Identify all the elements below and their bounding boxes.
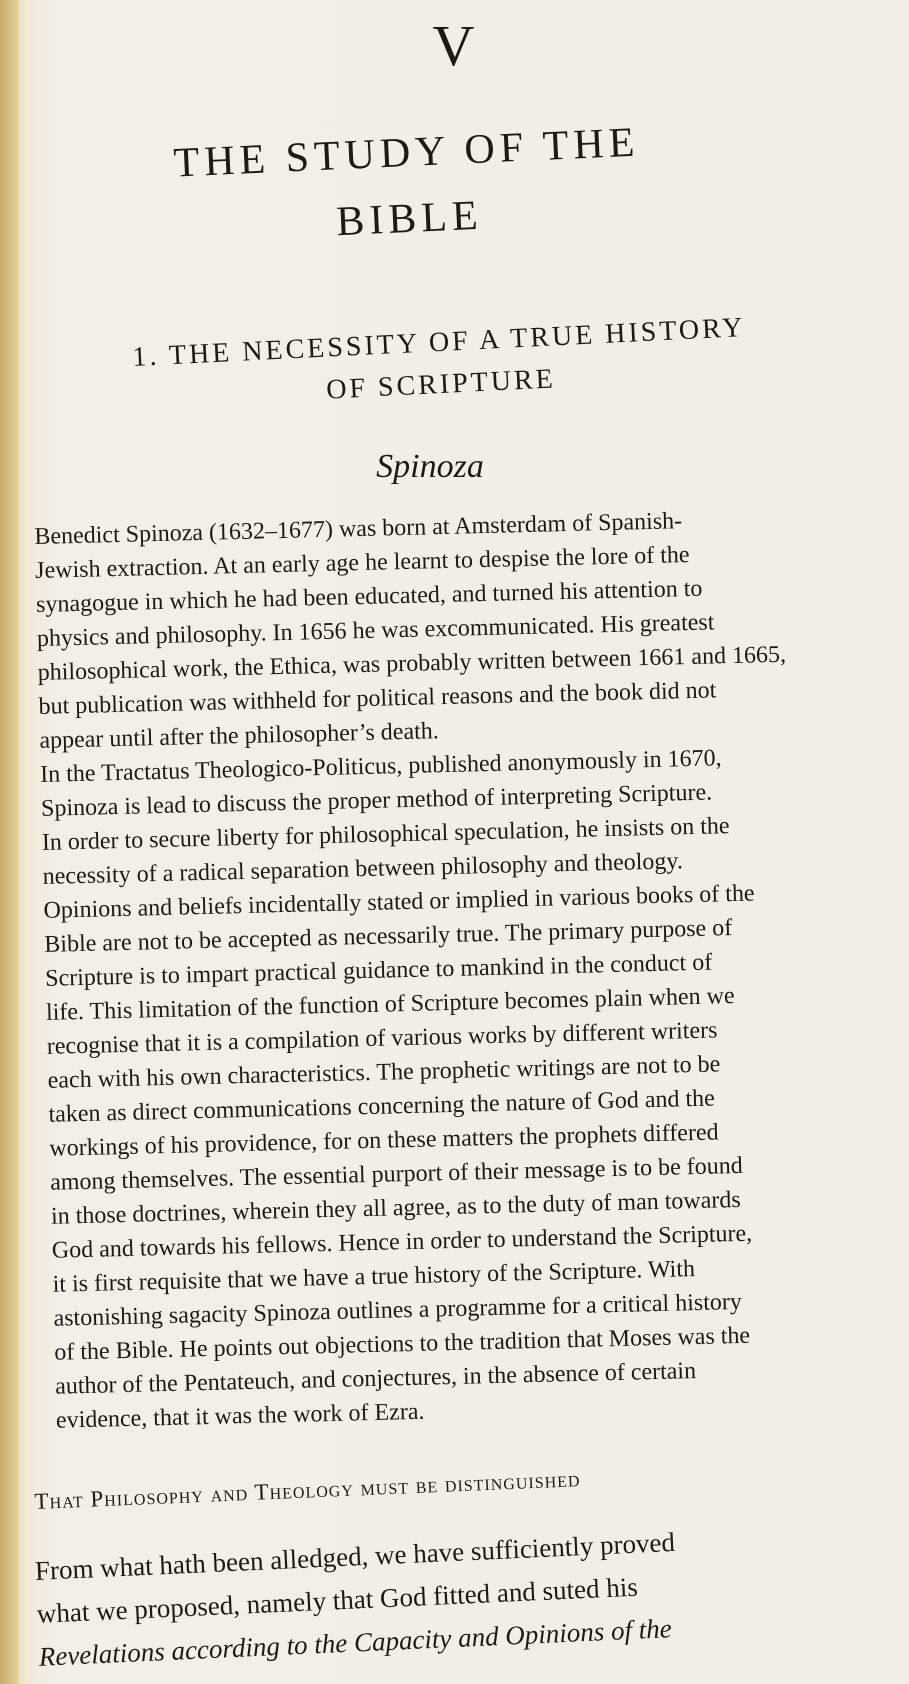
paragraph-2-line-7: Scripture is to impart practical guidance to mankind in the conduct of (44, 949, 713, 992)
paragraph-2-line-12: workings of his providence, for on these matters the prophets differed (49, 1119, 719, 1162)
paragraph-2-line-5: Opinions and beliefs incidentally stated or implied in various books of the (43, 880, 755, 924)
paragraph-2-line-9: recognise that it is a compilation of various works by different writers (46, 1017, 718, 1060)
section-number: 1. (131, 340, 161, 373)
chapter-title (85, 106, 730, 267)
paragraph-1-line-1: Benedict Spinoza (1632–1677) was born at Amsterdam of Spanish- (34, 508, 683, 550)
page-gutter (0, 0, 18, 1684)
section-heading (58, 303, 821, 424)
paragraph-2 (40, 737, 906, 1438)
paragraph-2-line-19: author of the Pentateuch, and conjectures, in the absence of certain (54, 1358, 697, 1400)
chapter-title-line-1: THE STUDY OF THE (172, 119, 641, 187)
subsection-heading: That Philosophy and Theology must be distinguished (34, 1466, 581, 1514)
paragraph-1 (34, 499, 890, 758)
quote-line-2: what we proposed, namely that God fitted and suted his (36, 1571, 639, 1629)
quote-line-3: Revelations according to the Capacity and Opinions of the (38, 1613, 673, 1672)
paragraph-2-line-3: In order to secure liberty for philosophical speculation, he insists on the (41, 813, 730, 856)
chapter-number: V (432, 13, 477, 78)
quote-paragraph (34, 1511, 889, 1678)
paragraph-2-line-10: each with his own characteristics. The prophetic writings are not to be (47, 1051, 721, 1094)
paragraph-1-line-2: Jewish extraction. At an early age he learnt to despise the lore of the (34, 541, 690, 584)
author-name: Spinoza (376, 448, 484, 485)
introductory-text (34, 499, 906, 1437)
section-heading-line-2: OF SCRIPTURE (325, 363, 557, 406)
paragraph-1-line-5: philosophical work, the Ethica, was probably written between 1661 and 1665, (37, 641, 787, 686)
paragraph-2-line-17: astonishing sagacity Spinoza outlines a programme for a critical history (53, 1288, 743, 1332)
paragraph-2-line-15: God and towards his fellows. Hence in order to understand the Scripture, (51, 1220, 753, 1264)
paragraph-1-line-3: synagogue in which he had been educated, and turned his attention to (35, 575, 703, 618)
paragraph-2-line-13: among themselves. The essential purport of their message is to be found (49, 1152, 744, 1196)
paragraph-1-line-4: physics and philosophy. In 1656 he was excommunicated. His greatest (36, 609, 715, 652)
paragraph-2-line-11: taken as direct communications concerning the nature of God and the (48, 1085, 716, 1128)
section-title-part-1: THE NECESSITY OF A TRUE HISTORY (168, 312, 747, 372)
paragraph-2-line-18: of the Bible. He points out objections to the tradition that Moses was the (54, 1322, 751, 1366)
quoted-text (34, 1511, 889, 1678)
paragraph-2-line-14: in those doctrines, wherein they all agree, as to the duty of man towards (50, 1186, 741, 1230)
paragraph-2-line-16: it is first requisite that we have a true history of the Scripture. With (52, 1256, 696, 1298)
paragraph-2-line-6: Bible are not to be accepted as necessarily true. The primary purpose of (44, 915, 733, 958)
paragraph-2-line-8: life. This limitation of the function of Scripture becomes plain when we (45, 983, 735, 1026)
paragraph-1-line-7: appear until after the philosopher’s death. (39, 718, 440, 754)
chapter-title-line-2: BIBLE (335, 192, 484, 246)
paragraph-2-line-20: evidence, that it was the work of Ezra. (55, 1398, 425, 1434)
paragraph-2-line-2: Spinoza is lead to discuss the proper method of interpreting Scripture. (40, 779, 713, 822)
paragraph-2-line-1: In the Tractatus Theologico-Politicus, published anonymously in 1670, (39, 745, 722, 788)
quote-line-1: From what hath been alledged, we have sufficiently proved (34, 1526, 676, 1586)
paragraph-2-line-4: necessity of a radical separation between philosophy and theology. (42, 848, 684, 890)
paragraph-1-line-6: but publication was withheld for political reasons and the book did not (38, 677, 717, 720)
